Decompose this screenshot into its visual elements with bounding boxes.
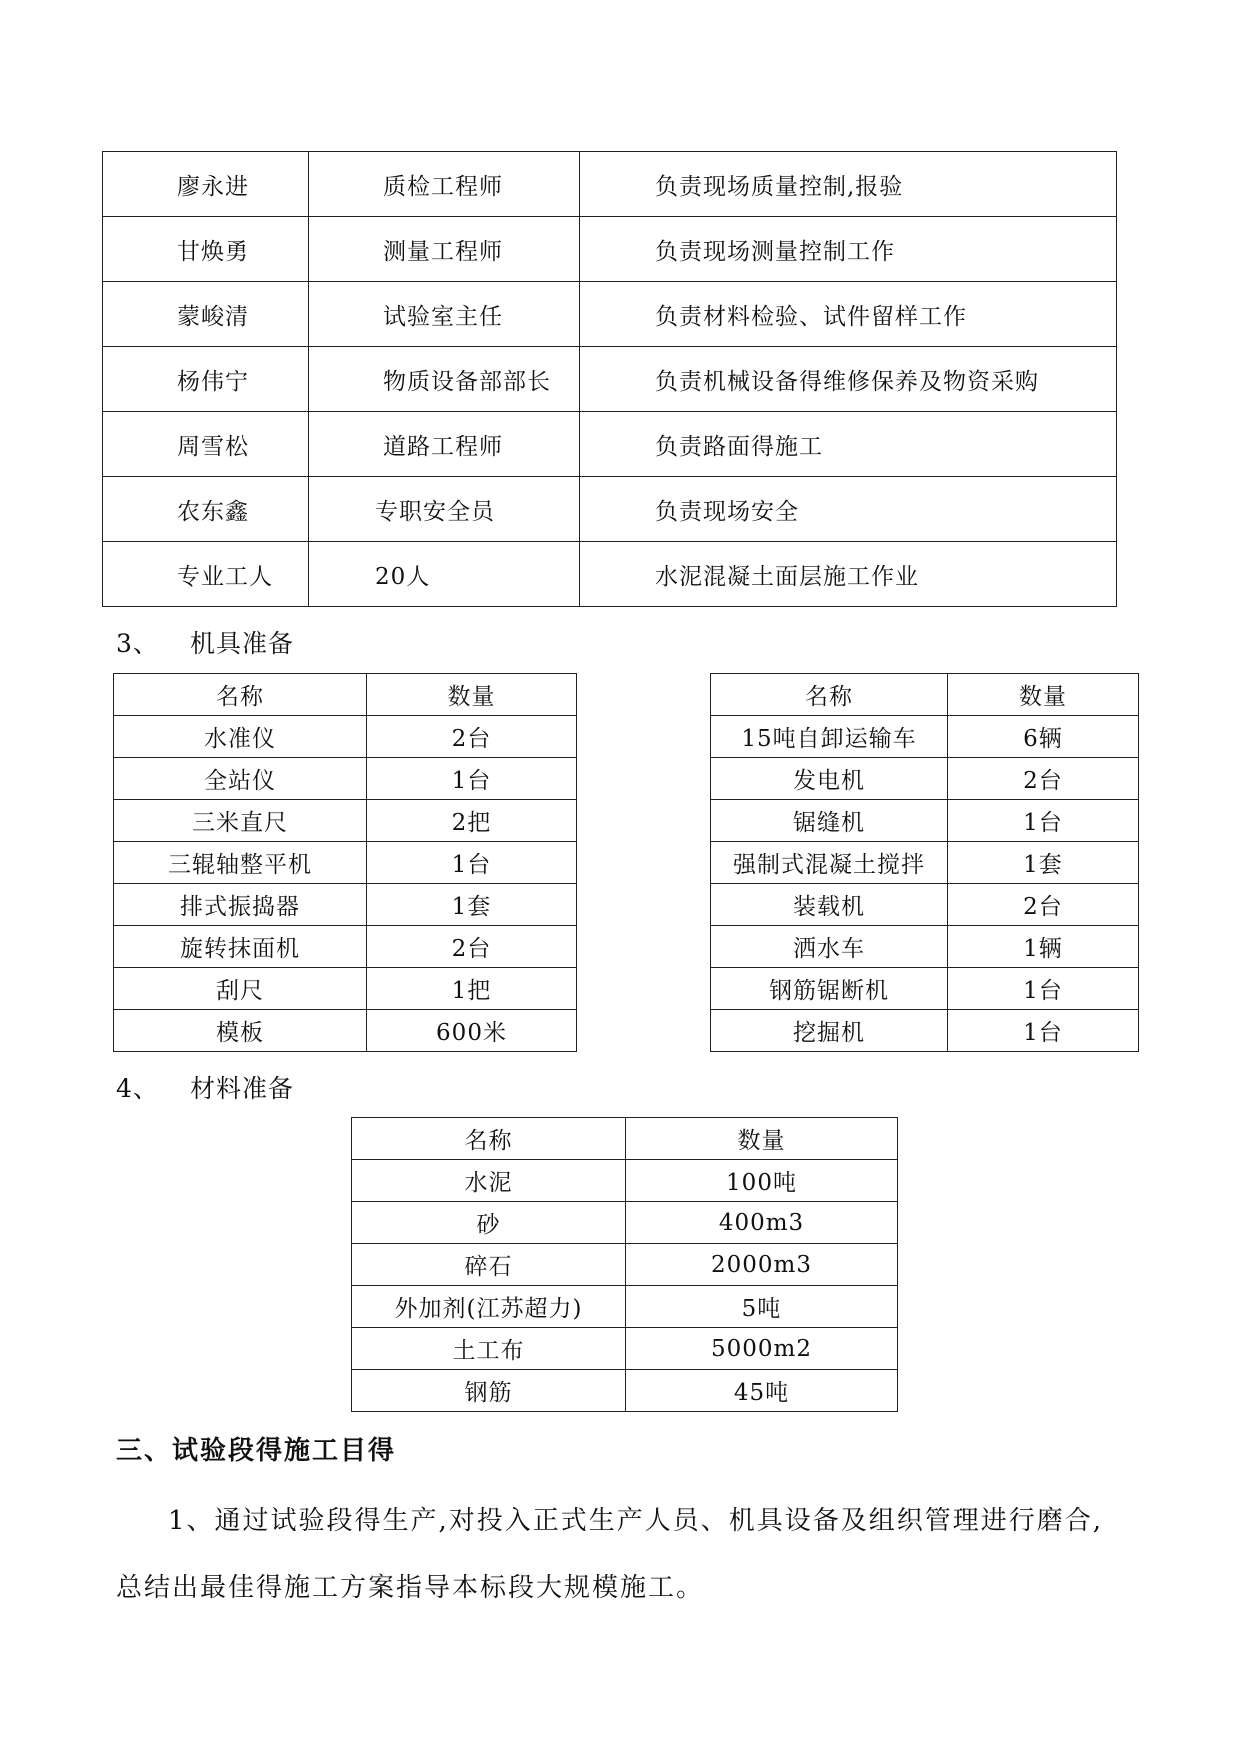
staff-role-cell: 20人 [309, 542, 580, 607]
paragraph-line-1: 1、通过试验段得生产,对投入正式生产人员、机具设备及组织管理进行磨合, [168, 1506, 1104, 1536]
staff-row [103, 542, 1117, 607]
materials-name-cell: 碎石 [352, 1244, 626, 1286]
staff-name-cell: 蒙峻清 [103, 282, 309, 347]
equipment-qty-cell: 1台 [367, 758, 577, 800]
equipment-row [114, 926, 1139, 968]
equipment-row [114, 1010, 1139, 1052]
materials-name-cell: 土工布 [352, 1328, 626, 1370]
equipment-header-qty-right: 数量 [948, 674, 1139, 716]
materials-row [352, 1160, 898, 1202]
equipment-qty-cell: 6辆 [948, 716, 1139, 758]
materials-row [352, 1328, 898, 1370]
staff-name-cell: 甘焕勇 [103, 217, 309, 282]
equipment-qty-cell: 2台 [367, 926, 577, 968]
section-3-number: 3、 [116, 629, 159, 658]
staff-duty-cell: 负责现场测量控制工作 [580, 217, 1117, 282]
equipment-gap [577, 968, 711, 1010]
equipment-qty-cell: 1台 [948, 800, 1139, 842]
staff-role-cell: 试验室主任 [309, 282, 580, 347]
equipment-name-cell: 洒水车 [711, 926, 948, 968]
materials-name-cell: 钢筋 [352, 1370, 626, 1412]
equipment-name-cell: 发电机 [711, 758, 948, 800]
equipment-name-cell: 挖掘机 [711, 1010, 948, 1052]
equipment-name-cell: 全站仪 [114, 758, 367, 800]
equipment-header-row [114, 674, 1139, 716]
staff-role-cell: 测量工程师 [309, 217, 580, 282]
materials-name-cell: 外加剂(江苏超力) [352, 1286, 626, 1328]
equipment-gap [577, 674, 711, 716]
equipment-qty-cell: 1台 [367, 842, 577, 884]
staff-duty-cell: 负责机械设备得维修保养及物资采购 [580, 347, 1117, 412]
equipment-qty-cell: 1台 [948, 1010, 1139, 1052]
materials-row [352, 1202, 898, 1244]
equipment-name-cell: 排式振捣器 [114, 884, 367, 926]
materials-qty-cell: 400m3 [626, 1202, 898, 1244]
materials-name-cell: 砂 [352, 1202, 626, 1244]
equipment-row [114, 758, 1139, 800]
equipment-gap [577, 800, 711, 842]
staff-name-cell: 周雪松 [103, 412, 309, 477]
equipment-qty-cell: 1套 [948, 842, 1139, 884]
equipment-header-name-right: 名称 [711, 674, 948, 716]
equipment-qty-cell: 2把 [367, 800, 577, 842]
staff-role-cell: 物质设备部部长 [309, 347, 580, 412]
paragraph-line-2: 总结出最佳得施工方案指导本标段大规模施工。 [116, 1573, 705, 1603]
equipment-qty-cell: 2台 [948, 884, 1139, 926]
materials-qty-cell: 45吨 [626, 1370, 898, 1412]
equipment-name-cell: 三辊轴整平机 [114, 842, 367, 884]
equipment-name-cell: 强制式混凝土搅拌 [711, 842, 948, 884]
equipment-name-cell: 模板 [114, 1010, 367, 1052]
materials-row [352, 1370, 898, 1412]
equipment-qty-cell: 2台 [367, 716, 577, 758]
equipment-row [114, 884, 1139, 926]
materials-header-name: 名称 [352, 1118, 626, 1160]
equipment-gap [577, 716, 711, 758]
staff-duty-cell: 负责现场安全 [580, 477, 1117, 542]
equipment-name-cell: 水准仪 [114, 716, 367, 758]
staff-name-cell: 专业工人 [103, 542, 309, 607]
materials-table [351, 1117, 898, 1412]
staff-row [103, 217, 1117, 282]
equipment-gap [577, 842, 711, 884]
equipment-row [114, 800, 1139, 842]
equipment-name-cell: 锯缝机 [711, 800, 948, 842]
equipment-header-qty-left: 数量 [367, 674, 577, 716]
equipment-qty-cell: 600米 [367, 1010, 577, 1052]
materials-row [352, 1244, 898, 1286]
materials-row [352, 1286, 898, 1328]
materials-header-row [352, 1118, 898, 1160]
staff-name-cell: 杨伟宁 [103, 347, 309, 412]
section-4-title: 材料准备 [190, 1074, 295, 1103]
staff-row [103, 412, 1117, 477]
equipment-name-cell: 装载机 [711, 884, 948, 926]
equipment-name-cell: 刮尺 [114, 968, 367, 1010]
equipment-qty-cell: 2台 [948, 758, 1139, 800]
section-3-title: 机具准备 [190, 629, 295, 658]
materials-header-qty: 数量 [626, 1118, 898, 1160]
section-4-number: 4、 [116, 1074, 159, 1103]
equipment-name-cell: 钢筋锯断机 [711, 968, 948, 1010]
equipment-row [114, 716, 1139, 758]
equipment-qty-cell: 1台 [948, 968, 1139, 1010]
equipment-header-name-left: 名称 [114, 674, 367, 716]
equipment-gap [577, 758, 711, 800]
staff-role-cell: 专职安全员 [309, 477, 580, 542]
materials-qty-cell: 5吨 [626, 1286, 898, 1328]
staff-row [103, 282, 1117, 347]
equipment-row [114, 968, 1139, 1010]
equipment-name-cell: 15吨自卸运输车 [711, 716, 948, 758]
staff-duty-cell: 水泥混凝土面层施工作业 [580, 542, 1117, 607]
section-three-heading: 三、试验段得施工目得 [116, 1436, 397, 1466]
staff-role-cell: 质检工程师 [309, 152, 580, 217]
materials-name-cell: 水泥 [352, 1160, 626, 1202]
materials-qty-cell: 2000m3 [626, 1244, 898, 1286]
staff-name-cell: 农东鑫 [103, 477, 309, 542]
staff-name-cell: 廖永进 [103, 152, 309, 217]
staff-duty-cell: 负责材料检验、试件留样工作 [580, 282, 1117, 347]
section-4-heading [116, 1069, 295, 1105]
staff-table [102, 151, 1117, 607]
equipment-name-cell: 旋转抹面机 [114, 926, 367, 968]
equipment-row [114, 842, 1139, 884]
equipment-qty-cell: 1辆 [948, 926, 1139, 968]
equipment-qty-cell: 1把 [367, 968, 577, 1010]
staff-duty-cell: 负责现场质量控制,报验 [580, 152, 1117, 217]
materials-qty-cell: 100吨 [626, 1160, 898, 1202]
staff-duty-cell: 负责路面得施工 [580, 412, 1117, 477]
staff-role-cell: 道路工程师 [309, 412, 580, 477]
equipment-gap [577, 1010, 711, 1052]
equipment-gap [577, 926, 711, 968]
staff-row [103, 477, 1117, 542]
staff-row [103, 152, 1117, 217]
equipment-qty-cell: 1套 [367, 884, 577, 926]
equipment-gap [577, 884, 711, 926]
equipment-table [113, 673, 1139, 1052]
section-3-heading [116, 624, 295, 660]
equipment-name-cell: 三米直尺 [114, 800, 367, 842]
materials-qty-cell: 5000m2 [626, 1328, 898, 1370]
staff-row [103, 347, 1117, 412]
